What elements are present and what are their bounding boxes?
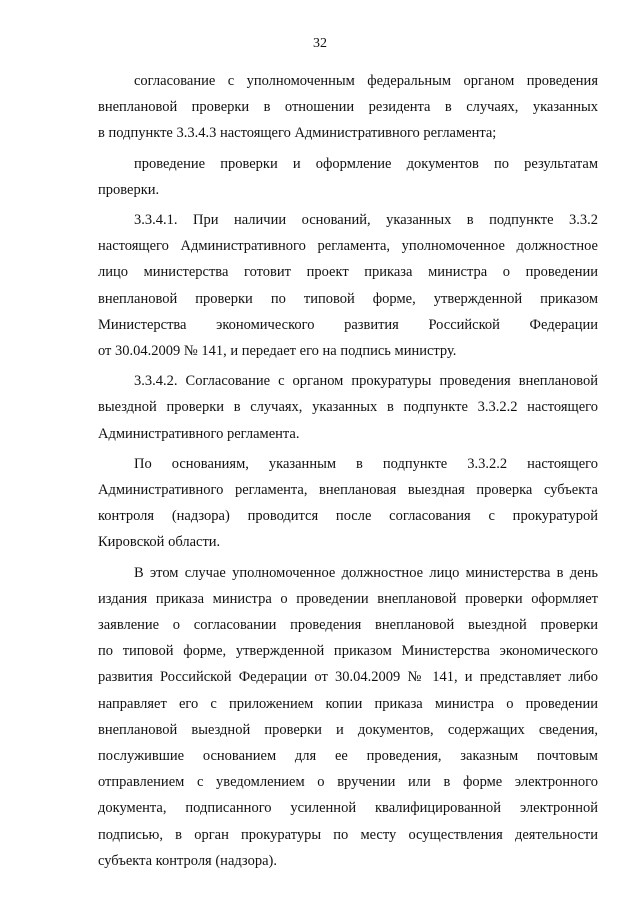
text-line: внеплановой проверки по типовой форме, утвержденной приказом [98,290,598,307]
page-number: 32 [313,36,327,51]
text-line: В этом случае уполномоченное должностное лицо министерства в день [134,564,598,581]
text-line: в подпункте 3.3.4.3 настоящего Административного регламента; [98,125,497,142]
text-line: по типовой форме, утвержденной приказом Министерства экономического [98,643,598,660]
paragraph [98,151,598,203]
paragraph [98,451,598,556]
text-line: 3.3.4.1. При наличии оснований, указанных в подпункте 3.3.2 [134,212,598,229]
text-line: подписью, в орган прокуратуры по месту осуществления деятельности [98,826,598,843]
text-line: внеплановой выездной проверки и документов, содержащих сведения, [98,721,598,738]
paragraph [98,207,598,364]
text-line: По основаниям, указанным в подпункте 3.3.2.2 настоящего [134,455,598,472]
text-line: Административного регламента, внеплановая выездная проверка субъекта [98,482,598,499]
text-line: проведение проверки и оформление документов по результатам [134,155,598,172]
text-line: проверки. [98,181,160,198]
text-line: контроля (надзора) проводится после согласования с прокуратурой [98,508,598,525]
document-body [98,68,598,878]
text-line: согласование с уполномоченным федеральным органом проведения [134,73,598,89]
text-line: выездной проверки в случаях, указанных в подпункте 3.3.2.2 настоящего [98,399,598,416]
paragraph [98,68,598,147]
text-line: Кировской области. [98,534,221,551]
text-line: настоящего Административного регламента, уполномоченное должностное [98,238,598,255]
paragraph [98,368,598,447]
text-line: послужившие основанием для ее проведения, заказным почтовым [98,748,598,765]
text-line: заявление о согласовании проведения внеплановой выездной проверки [98,617,598,634]
text-line: Административного регламента. [98,425,300,442]
text-line: направляет его с приложением копии приказа министра о проведении [98,695,598,712]
text-line: субъекта контроля (надзора). [98,852,277,869]
text-line: отправлением с уведомлением о вручении или в форме электронного [98,774,598,791]
text-line: лицо министерства готовит проект приказа министра о проведении [98,264,598,281]
text-line: документа, подписанного усиленной квалифицированной электронной [98,800,598,817]
text-line: развития Российской Федерации от 30.04.2009 № 141, и представляет либо [98,669,598,686]
text-line: внеплановой проверки в отношении резидента в случаях, указанных [98,99,598,116]
text-line: Министерства экономического развития Российской Федерации [98,316,598,333]
text-line: 3.3.4.2. Согласование с органом прокуратуры проведения внеплановой [134,373,598,390]
text-line: издания приказа министра о проведении внеплановой проверки оформляет [98,590,598,607]
text-line: от 30.04.2009 № 141, и передает его на подпись министру. [98,343,457,360]
paragraph [98,560,598,874]
